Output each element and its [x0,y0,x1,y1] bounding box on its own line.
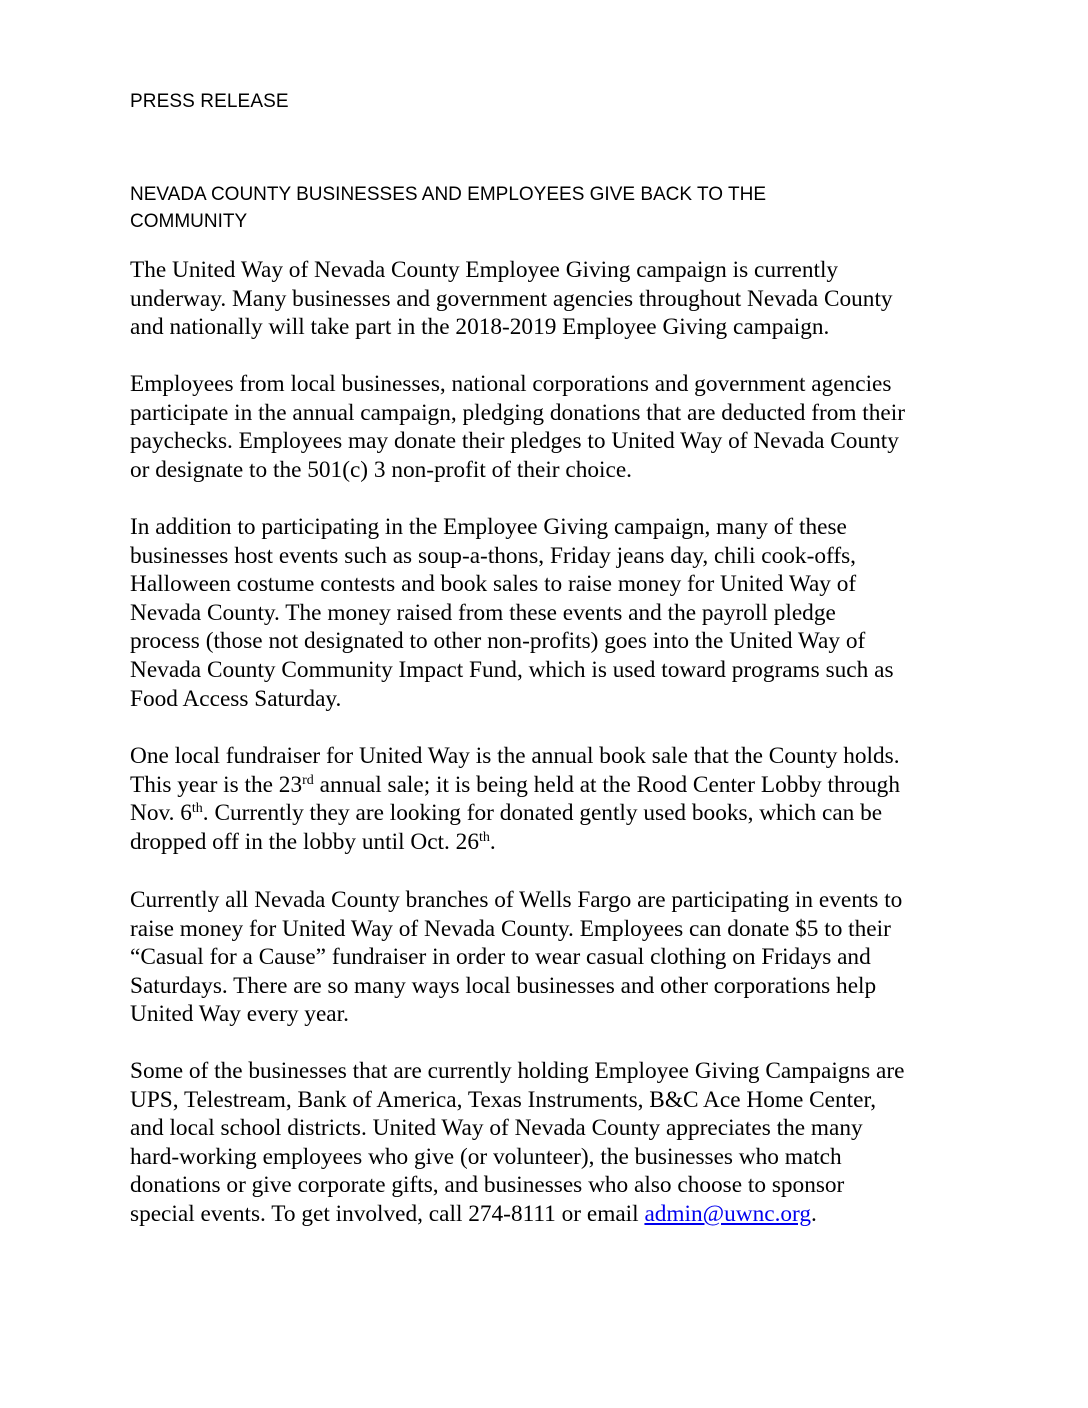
paragraph-line: hard-working employees who give (or volunteer), the businesses who match [130,1143,842,1170]
paragraph-line: donations or give corporate gifts, and businesses who also choose to sponsor [130,1172,845,1199]
paragraph-line [130,799,975,828]
paragraph-line: Currently all Nevada County branches of Wells Fargo are participating in events to [130,887,903,913]
ordinal-suffix: rd [302,772,314,788]
paragraph-line: Nevada County Community Impact Fund, which is used toward programs such as [130,656,894,683]
email-link[interactable]: admin@uwnc.org [644,1200,812,1227]
paragraph-events [130,513,975,713]
text-run: . Currently they are looking for donated gently used books, which can be [202,800,883,827]
text-run: annual sale; it is being held at the Rood Center Lobby through [313,771,900,798]
paragraph-line [130,771,975,800]
headline-line: COMMUNITY [130,211,248,232]
paragraph-line: Halloween costume contests and book sales to raise money for United Way of [130,571,857,598]
paragraph-line: Some of the businesses that are currently holding Employee Giving Campaigns are [130,1058,905,1084]
paragraph-line: “Casual for a Cause” fundraiser in order to wear casual clothing on Fridays and [130,944,871,971]
headline-line: NEVADA COUNTY BUSINESSES AND EMPLOYEES GIVE BACK TO THE [130,184,766,205]
paragraph-line: One local fundraiser for United Way is the annual book sale that the County holds. [130,743,900,769]
paragraph-line [130,828,975,857]
paragraph-wells-fargo [130,886,975,1029]
paragraph-book-sale [130,742,975,856]
text-run: . [489,828,496,855]
paragraph-line: The United Way of Nevada County Employee Giving campaign is currently [130,257,839,283]
paragraph-line: and local school districts. United Way of Nevada County appreciates the many [130,1115,863,1142]
text-run: . [811,1200,817,1227]
paragraph-line: UPS, Telestream, Bank of America, Texas Instruments, B&C Ace Home Center, [130,1086,877,1113]
paragraph-line: Saturdays. There are so many ways local businesses and other corporations help [130,972,877,999]
paragraph-line [130,1200,975,1229]
paragraph-line: participate in the annual campaign, pledging donations that are deducted from their [130,399,905,426]
paragraph-line: Nevada County. The money raised from these events and the payroll pledge [130,599,836,626]
ordinal-suffix: th [478,829,490,845]
paragraph-campaign-intro [130,256,975,342]
text-run: Nov. 6 [130,800,192,827]
paragraph-line: and nationally will take part in the 2018-2019 Employee Giving campaign. [130,314,830,341]
paragraph-line: United Way every year. [130,1001,349,1028]
paragraph-line: In addition to participating in the Employee Giving campaign, many of these [130,514,847,540]
paragraph-line: process (those not designated to other non-profits) goes into the United Way of [130,628,866,655]
paragraph-line: paychecks. Employees may donate their pledges to United Way of Nevada County [130,428,899,455]
paragraph-line: Food Access Saturday. [130,685,342,712]
headline [130,181,890,235]
paragraph-line: underway. Many businesses and government agencies throughout Nevada County [130,285,893,312]
paragraph-line: or designate to the 501(c) 3 non-profit of their choice. [130,456,633,483]
press-release-label: PRESS RELEASE [130,91,289,112]
text-run: dropped off in the lobby until Oct. 26 [130,828,479,855]
ordinal-suffix: th [191,801,203,817]
paragraph-line: businesses host events such as soup-a-thons, Friday jeans day, chili cook-offs, [130,542,856,569]
text-run: special events. To get involved, call 274-8111 or email [130,1200,645,1227]
text-run: This year is the 23 [130,771,303,798]
paragraph-line: Employees from local businesses, national corporations and government agencies [130,371,892,397]
paragraph-participating-businesses [130,1057,975,1229]
paragraph-employee-pledges [130,370,975,484]
paragraph-line: raise money for United Way of Nevada County. Employees can donate $5 to their [130,915,891,942]
